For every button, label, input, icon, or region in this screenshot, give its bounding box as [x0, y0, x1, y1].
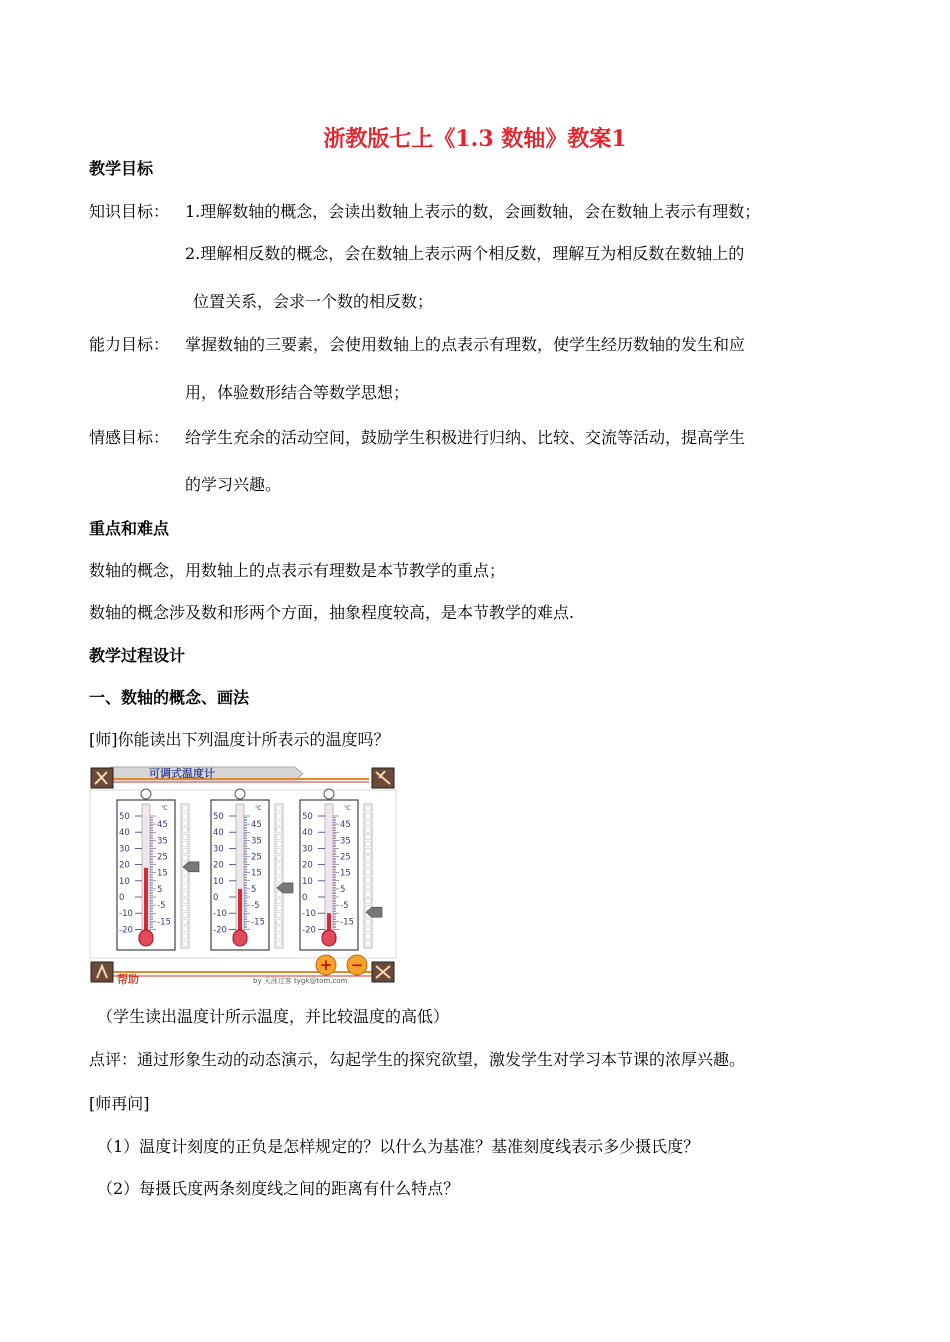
thermometer-1 — [117, 789, 199, 950]
comment: 点评：通过形象生动的动态演示，勾起学生的探究欲望，激发学生对学习本节课的浓厚兴趣。 — [89, 1050, 746, 1069]
tick-label-left: -20 — [213, 925, 227, 936]
tick-label-right: 5 — [157, 884, 163, 895]
mercury-column — [144, 868, 148, 939]
thermometer-2 — [211, 789, 293, 950]
tool-icon-top-left[interactable] — [91, 768, 113, 788]
author-credit: by 天涯过客 tygk@tom.com — [253, 977, 348, 985]
tick-label-right: 15 — [157, 868, 168, 879]
tick-label-left: 0 — [302, 893, 308, 903]
applet-title: 可调式温度计 — [149, 767, 215, 780]
tick-label-left: 50 — [119, 812, 130, 822]
tick-label-left: 50 — [302, 812, 313, 822]
applet-canvas — [89, 764, 397, 986]
tick-label-left: -10 — [119, 909, 133, 920]
student-note: （学生读出温度计所示温度，并比较温度的高低） — [97, 1007, 450, 1026]
teacher-again: [师再问] — [89, 1094, 150, 1113]
tick-label-left: 10 — [302, 876, 313, 887]
tick-label-right: 5 — [251, 884, 257, 895]
tick-label-right: -15 — [157, 917, 171, 928]
tick-label-left: 30 — [302, 844, 313, 855]
tick-label-left: -20 — [119, 925, 133, 936]
heading-section-1: 一、数轴的概念、画法 — [89, 688, 250, 707]
plus-button[interactable] — [316, 955, 336, 975]
thermometer-applet — [89, 764, 397, 986]
tick-label-left: 0 — [119, 893, 125, 903]
key-point-1: 数轴的概念，用数轴上的点表示有理数是本节教学的重点； — [89, 561, 506, 580]
knowledge-item-1: 1.理解数轴的概念，会读出数轴上表示的数，会画数轴，会在数轴上表示有理数； — [185, 202, 761, 221]
heading-goals: 教学目标 — [89, 159, 154, 178]
tick-label-left: 30 — [119, 844, 130, 855]
tick-label-right: 45 — [251, 820, 262, 831]
question-2: （2）每摄氏度两条刻度线之间的距离有什么特点？ — [97, 1179, 460, 1198]
tick-label-left: 40 — [302, 828, 313, 839]
tick-label-left: -10 — [213, 909, 227, 920]
tick-label-right: -5 — [340, 901, 349, 912]
tick-label-right: 35 — [340, 836, 351, 847]
unit-label: ℃ — [255, 805, 262, 812]
tick-label-right: -15 — [251, 917, 265, 928]
emotion-text-b: 的学习兴趣。 — [185, 475, 282, 494]
tick-label-left: 10 — [213, 876, 224, 887]
tick-label-left: 20 — [213, 860, 224, 871]
tick-label-left: 10 — [119, 876, 130, 887]
teacher-question: [师]你能读出下列温度计所表示的温度吗？ — [89, 730, 390, 749]
knowledge-item-2b: 位置关系，会求一个数的相反数； — [193, 292, 434, 311]
tick-label-right: 25 — [340, 852, 351, 863]
emotion-label: 情感目标： — [89, 428, 170, 447]
tool-icon-bottom-left[interactable] — [91, 962, 113, 982]
help-link[interactable]: 帮助 — [117, 973, 139, 986]
tick-label-left: 20 — [119, 860, 130, 871]
tick-label-left: 40 — [213, 828, 224, 839]
tick-label-right: 35 — [251, 836, 262, 847]
tick-label-right: 25 — [251, 852, 262, 863]
key-point-2: 数轴的概念涉及数和形两个方面，抽象程度较高，是本节教学的难点. — [89, 603, 575, 622]
ability-text-b: 用，体验数形结合等数学思想； — [185, 383, 410, 402]
mercury-bulb — [233, 930, 247, 946]
ability-label: 能力目标： — [89, 335, 170, 354]
tick-label-right: -5 — [157, 901, 166, 912]
thermometer-3 — [300, 789, 382, 950]
heading-key-points: 重点和难点 — [89, 519, 170, 538]
ability-text-a: 掌握数轴的三要素，会使用数轴上的点表示有理数，使学生经历数轴的发生和应 — [185, 335, 746, 354]
tick-label-right: 25 — [157, 852, 168, 863]
tick-label-left: 0 — [213, 893, 219, 903]
knowledge-label: 知识目标： — [89, 202, 170, 221]
minus-button[interactable] — [347, 955, 367, 975]
tick-label-left: 30 — [213, 844, 224, 855]
tick-label-left: 40 — [119, 828, 130, 839]
svg-text:+: + — [319, 956, 333, 974]
tick-label-right: 45 — [340, 820, 351, 831]
knowledge-item-2a: 2.理解相反数的概念，会在数轴上表示两个相反数，理解互为相反数在数轴上的 — [185, 244, 745, 263]
tick-label-right: -5 — [251, 901, 260, 912]
question-1: （1）温度计刻度的正负是怎样规定的？以什么为基准？基准刻度线表示多少摄氏度？ — [97, 1137, 700, 1156]
tick-label-right: 15 — [251, 868, 262, 879]
tick-label-right: 5 — [340, 884, 346, 895]
mercury-bulb — [322, 930, 336, 946]
tick-label-right: 35 — [157, 836, 168, 847]
mercury-bulb — [139, 930, 153, 946]
svg-text:−: − — [350, 956, 364, 974]
tick-label-right: -15 — [340, 917, 354, 928]
tick-label-left: 20 — [302, 860, 313, 871]
tool-icon-bottom-right[interactable] — [372, 962, 394, 982]
unit-label: ℃ — [344, 805, 351, 812]
tick-label-left: -20 — [302, 925, 316, 936]
tick-label-right: 45 — [157, 820, 168, 831]
tick-label-left: -10 — [302, 909, 316, 920]
heading-process: 教学过程设计 — [89, 646, 186, 665]
tick-label-left: 50 — [213, 812, 224, 822]
unit-label: ℃ — [161, 805, 168, 812]
tick-label-right: 15 — [340, 868, 351, 879]
tool-icon-top-right[interactable] — [372, 768, 394, 788]
emotion-text-a: 给学生充余的活动空间，鼓励学生积极进行归纳、比较、交流等活动，提高学生 — [185, 428, 746, 447]
page-title: 浙教版七上《1.3 数轴》教案1 — [323, 126, 627, 152]
